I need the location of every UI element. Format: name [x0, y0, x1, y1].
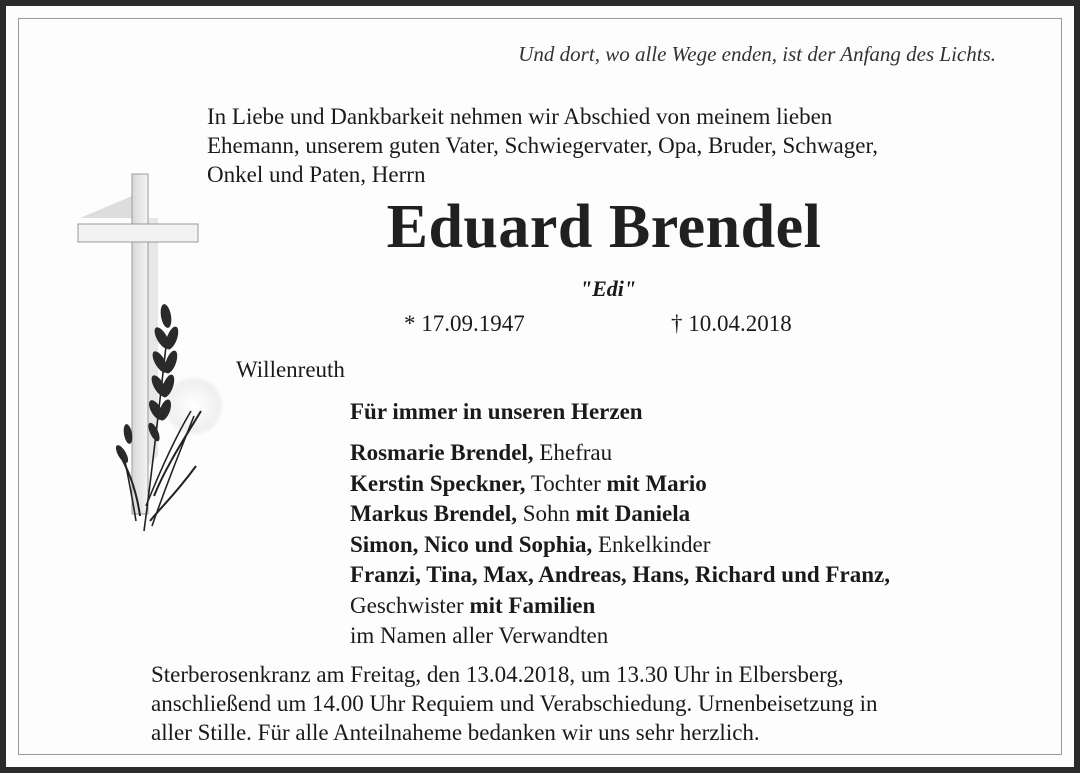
family-line	[350, 530, 890, 561]
family-name: Franzi, Tina, Max, Andreas, Hans, Richard und Franz,	[350, 562, 890, 587]
family-relation: Ehefrau	[533, 440, 613, 465]
family-relation: Geschwister	[350, 592, 470, 618]
family-relation: Tochter	[525, 470, 607, 496]
family-partner: mit Familien	[469, 592, 596, 618]
birth-date: * 17.09.1947	[404, 311, 525, 336]
family-name: Markus Brendel,	[350, 501, 517, 526]
motto: Und dort, wo alle Wege enden, ist der Anfang des Lichts.	[518, 42, 996, 66]
notice-line: Sterberosenkranz am Freitag, den 13.04.2018, um 13.30 Uhr in Elbersberg,	[151, 662, 844, 687]
funeral-notice	[151, 660, 877, 747]
intro-text	[207, 102, 878, 189]
intro-line: Ehemann, unserem guten Vater, Schwiegervater, Opa, Bruder, Schwager,	[207, 133, 878, 158]
deceased-name: Eduard Brendel	[386, 193, 822, 261]
family-partner: mit Daniela	[575, 501, 691, 526]
family-name: Rosmarie Brendel,	[350, 440, 534, 465]
death-date: † 10.04.2018	[671, 311, 792, 336]
intro-line: Onkel und Paten, Herrn	[207, 162, 426, 187]
family-relation: im Namen aller Verwandten	[350, 623, 609, 648]
family-line	[350, 499, 890, 530]
family-partner: mit Mario	[606, 470, 707, 496]
family-name: Simon, Nico und Sophia,	[350, 531, 593, 557]
family-line	[350, 469, 890, 500]
intro-line: In Liebe und Dankbarkeit nehmen wir Abschied von meinem lieben	[207, 104, 833, 129]
family-line	[350, 438, 890, 469]
deceased-nickname: "Edi"	[579, 276, 637, 301]
notice-line: aller Stille. Für alle Anteilnaheme bedanken wir uns sehr herzlich.	[151, 720, 760, 745]
slogan: Für immer in unseren Herzen	[350, 399, 643, 424]
family-line	[350, 560, 890, 591]
family-name: Kerstin Speckner,	[350, 470, 526, 496]
family-line	[350, 621, 890, 652]
family-relation: Sohn	[516, 501, 576, 526]
family-list	[350, 438, 890, 652]
family-relation: Enkelkinder	[592, 531, 711, 557]
place: Willenreuth	[236, 357, 345, 382]
notice-line: anschließend um 14.00 Uhr Requiem und Verabschiedung. Urnenbeisetzung in	[151, 691, 878, 716]
family-line	[350, 591, 890, 622]
